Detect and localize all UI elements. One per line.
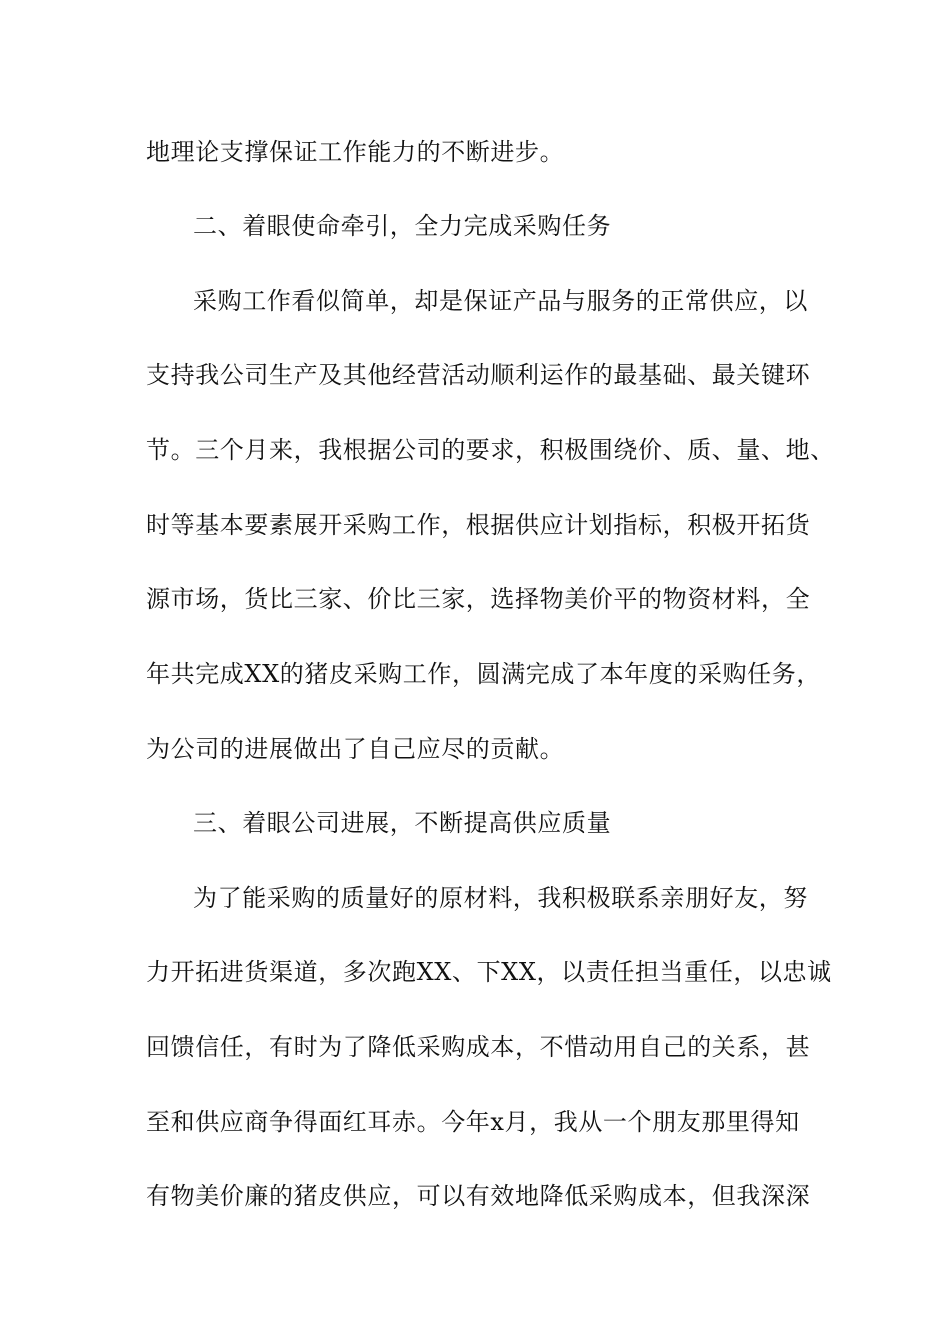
paragraph-line: 为了能采购的质量好的原材料，我积极联系亲朋好友，努 <box>193 884 808 912</box>
paragraph-line: 支持我公司生产及其他经营活动顺利运作的最基础、最关键环 <box>146 361 811 389</box>
paragraph-line: 年共完成XX的猪皮采购工作，圆满完成了本年度的采购任务， <box>146 660 821 688</box>
paragraph-line: 有物美价廉的猪皮供应，可以有效地降低采购成本，但我深深 <box>146 1182 811 1210</box>
section-heading: 二、着眼使命牵引，全力完成采购任务 <box>193 212 612 240</box>
paragraph-line: 时等基本要素展开采购工作，根据供应计划指标，积极开拓货 <box>146 511 811 539</box>
paragraph-line: 为公司的进展做出了自己应尽的贡献。 <box>146 735 565 763</box>
paragraph-line: 采购工作看似简单，却是保证产品与服务的正常供应，以 <box>193 287 808 315</box>
paragraph-line: 节。三个月来，我根据公司的要求，积极围绕价、质、量、地、 <box>146 436 835 464</box>
paragraph-line: 力开拓进货渠道，多次跑XX、下XX，以责任担当重任，以忠诚 <box>146 958 832 986</box>
section-heading: 三、着眼公司进展，不断提高供应质量 <box>193 809 612 837</box>
paragraph-line: 至和供应商争得面红耳赤。今年x月，我从一个朋友那里得知 <box>146 1108 800 1136</box>
paragraph-line: 地理论支撑保证工作能力的不断进步。 <box>146 138 565 166</box>
paragraph-line: 源市场，货比三家、价比三家，选择物美价平的物资材料，全 <box>146 585 811 613</box>
paragraph-line: 回馈信任，有时为了降低采购成本，不惜动用自己的关系，甚 <box>146 1033 811 1061</box>
